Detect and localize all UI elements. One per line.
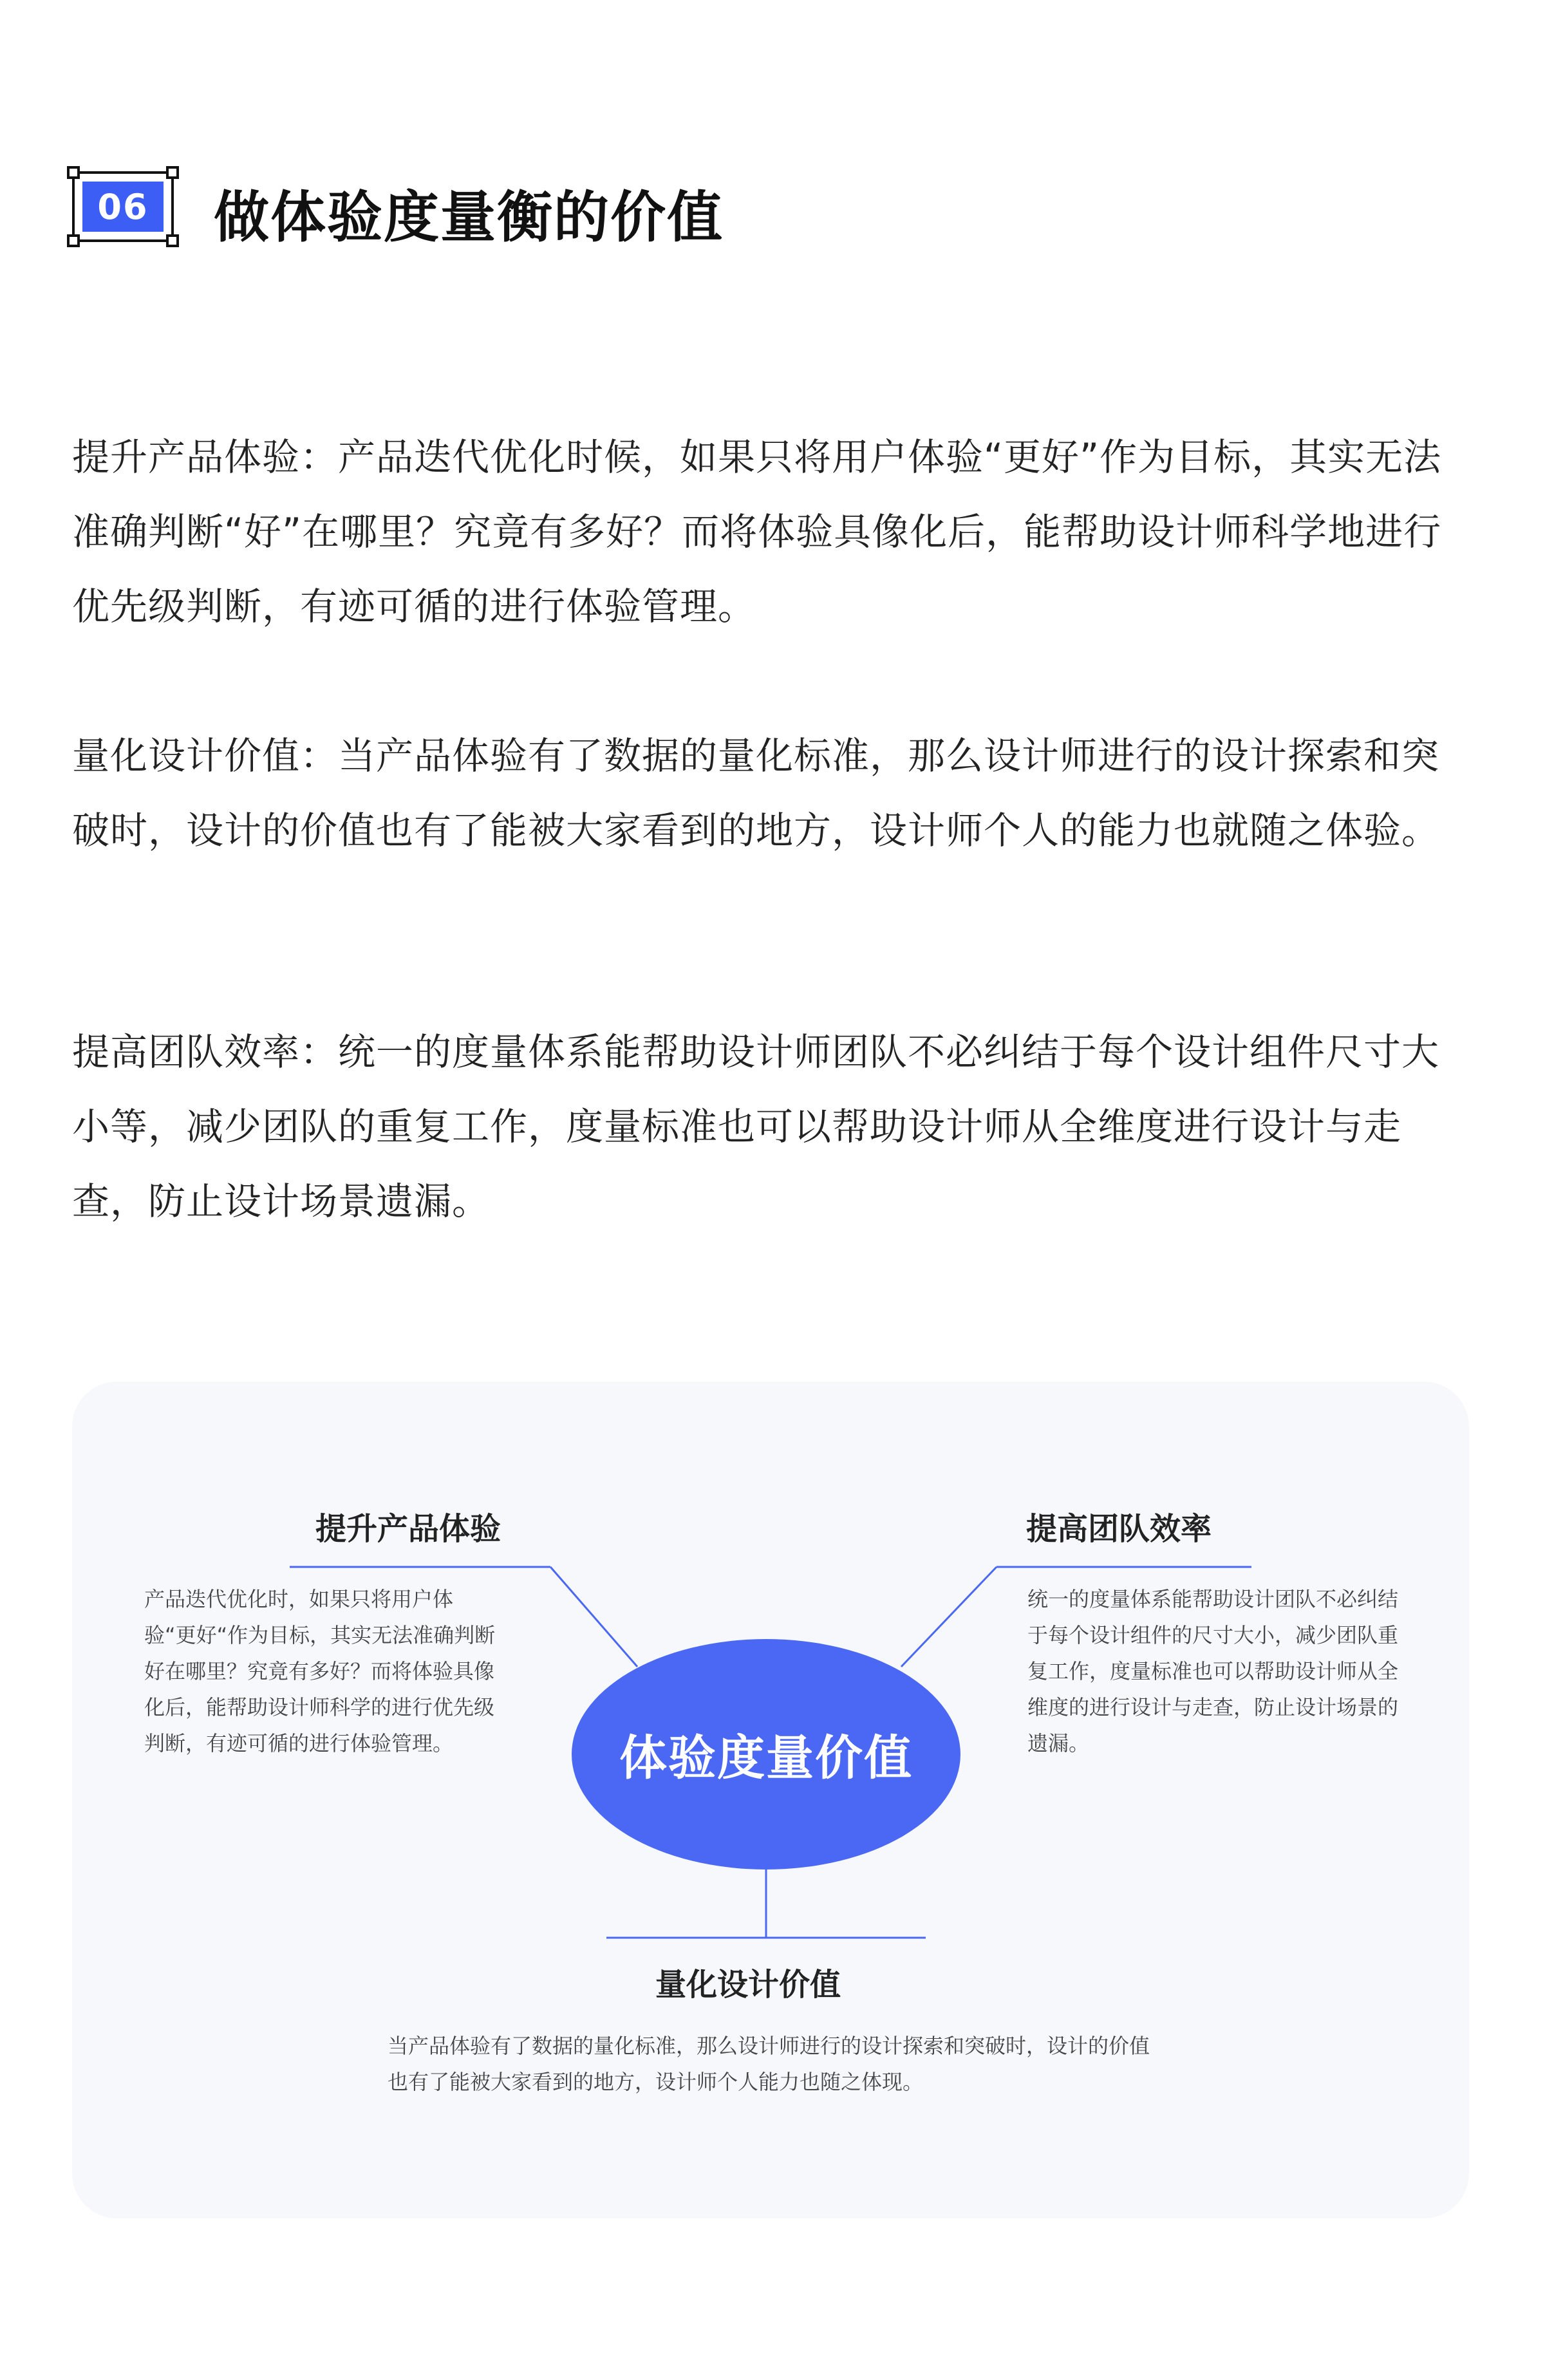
connector-top-left-diagonal xyxy=(550,1567,637,1667)
node-desc-design-value: 当产品体验有了数据的量化标准，那么设计师进行的设计探索和突破时，设计的价值也有了能被大家看到的地方，设计师个人能力也随之体现。 xyxy=(388,2034,1150,2094)
center-label: 体验度量价值 xyxy=(619,1730,913,1786)
connector-top-right-diagonal xyxy=(901,1567,997,1667)
corner-handle xyxy=(166,166,179,179)
badge-number: 06 xyxy=(82,182,164,232)
node-desc-team-efficiency: 统一的度量体系能帮助设计团队不必纠结于每个设计组件的尺寸大小，减少团队重复工作，度量标准也可以帮助设计师从全维度的进行设计与走查，防止设计场景的遗漏。 xyxy=(1027,1587,1399,1756)
node-title-design-value: 量化设计价值 xyxy=(655,1967,841,2003)
paragraph-product-experience: 提升产品体验：产品迭代优化时候，如果只将用户体验“更好”作为目标，其实无法准确判断“好”在哪里？究竟有多好？而将体验具像化后，能帮助设计师科学地进行优先级判断，有迹可循的进行体验管理。 xyxy=(72,435,1442,628)
center-ellipse xyxy=(572,1639,960,1869)
corner-handle xyxy=(67,166,80,179)
node-desc-product-experience: 产品迭代优化时，如果只将用户体验“更好“作为目标，其实无法准确判断好在哪里？究竟有多好？而将体验具像化后，能帮助设计师科学的进行优先级判断，有迹可循的进行体验管理。 xyxy=(144,1587,496,1756)
paragraph-design-value: 量化设计价值：当产品体验有了数据的量化标准，那么设计师进行的设计探索和突破时，设计的价值也有了能被大家看到的地方，设计师个人的能力也就随之体验。 xyxy=(72,734,1440,852)
node-title-product-experience: 提升产品体验 xyxy=(315,1511,501,1547)
section-title: 做体验度量衡的价值 xyxy=(214,185,724,250)
corner-handle xyxy=(67,234,80,247)
corner-handle xyxy=(166,234,179,247)
paragraph-team-efficiency: 提高团队效率：统一的度量体系能帮助设计师团队不必纠结于每个设计组件尺寸大小等，减少团队的重复工作，度量标准也可以帮助设计师从全维度进行设计与走查，防止设计场景遗漏。 xyxy=(72,1030,1440,1223)
value-diagram-card xyxy=(72,1382,1469,2218)
section-number-badge xyxy=(72,171,174,242)
node-title-team-efficiency: 提高团队效率 xyxy=(1026,1511,1212,1547)
